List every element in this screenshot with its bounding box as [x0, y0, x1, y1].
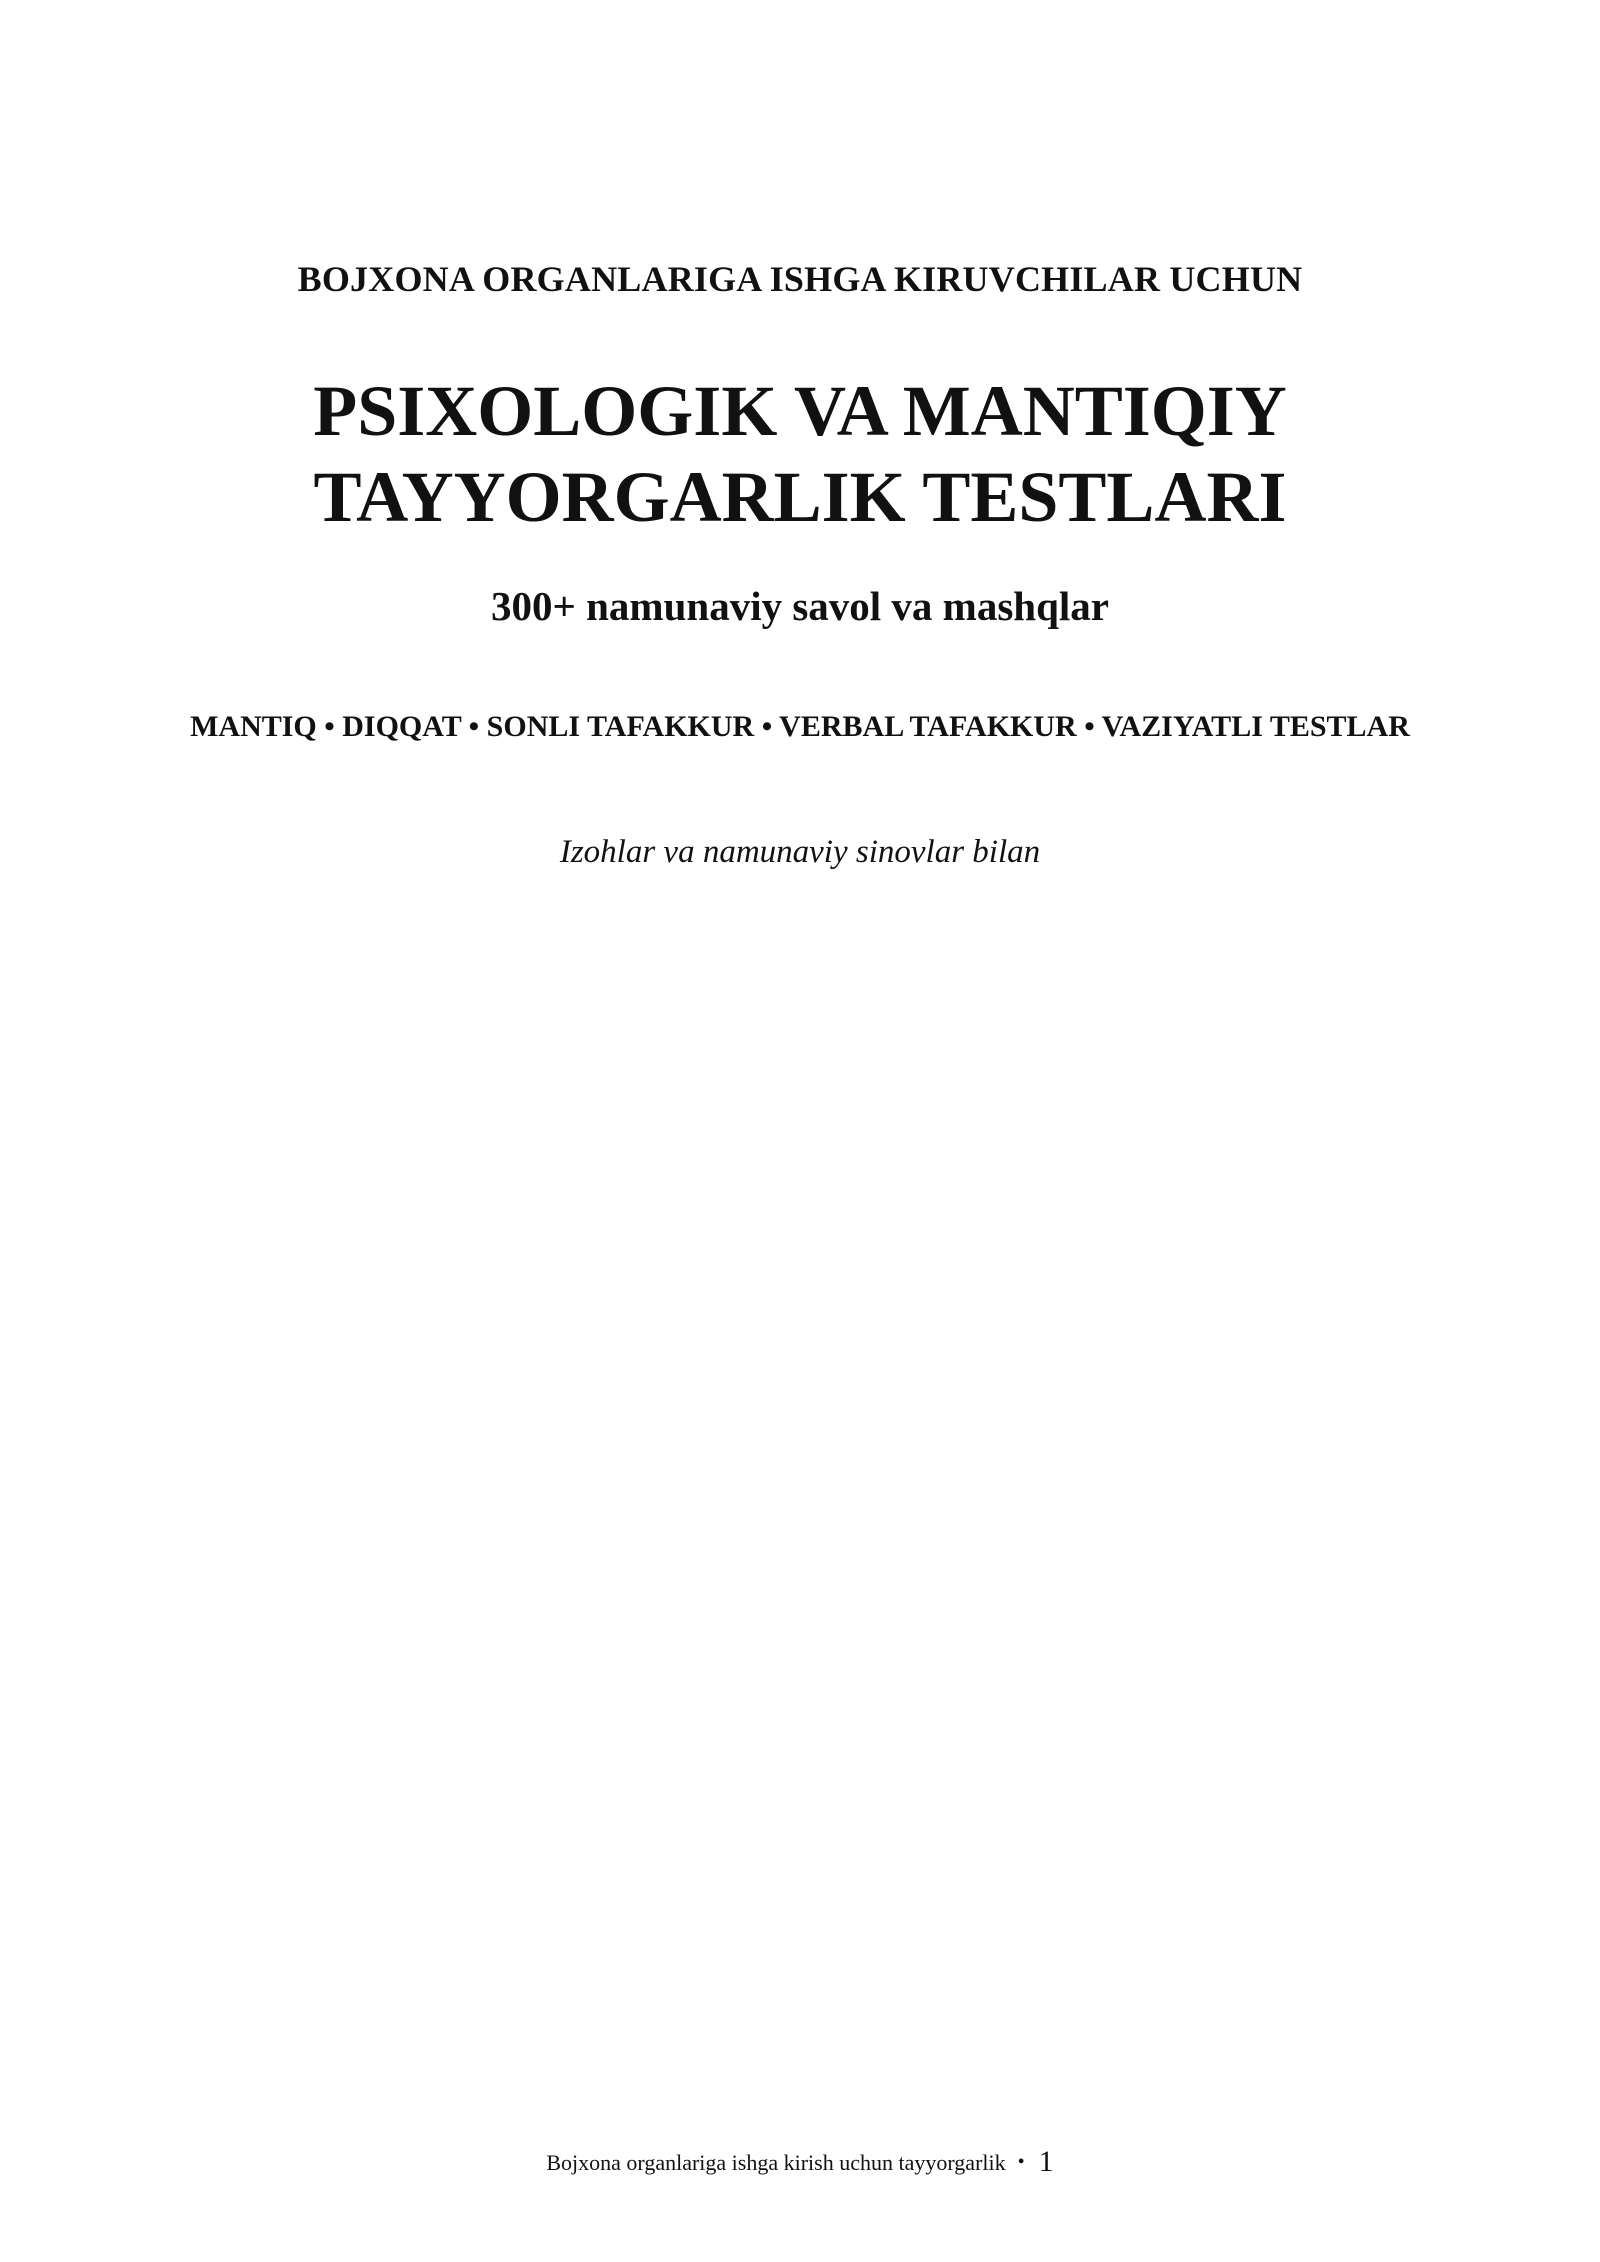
main-title-line-2: TAYYORGARLIK TESTLARI [313, 457, 1287, 537]
page-number: 1 [1038, 2145, 1054, 2178]
main-title-line-1: PSIXOLOGIK VA MANTIQIY [313, 371, 1287, 451]
footer-separator: • [1017, 2151, 1025, 2173]
pre-title: BOJXONA ORGANLARIGA ISHGA KIRUVCHILAR UCHUN [297, 259, 1303, 299]
topics-list: MANTIQ • DIQQAT • SONLI TAFAKKUR • VERBAL TAFAKKUR • VAZIYATLI TESTLAR [190, 710, 1410, 743]
subtitle: 300+ namunaviy savol va mashqlar [491, 583, 1109, 629]
page-footer [0, 2145, 1600, 2179]
footer-running-title: Bojxona organlariga ishga kirish uchun tayyorgarlik [546, 2150, 1006, 2175]
cover-note: Izohlar va namunaviy sinovlar bilan [559, 834, 1041, 870]
main-title [180, 368, 1420, 540]
